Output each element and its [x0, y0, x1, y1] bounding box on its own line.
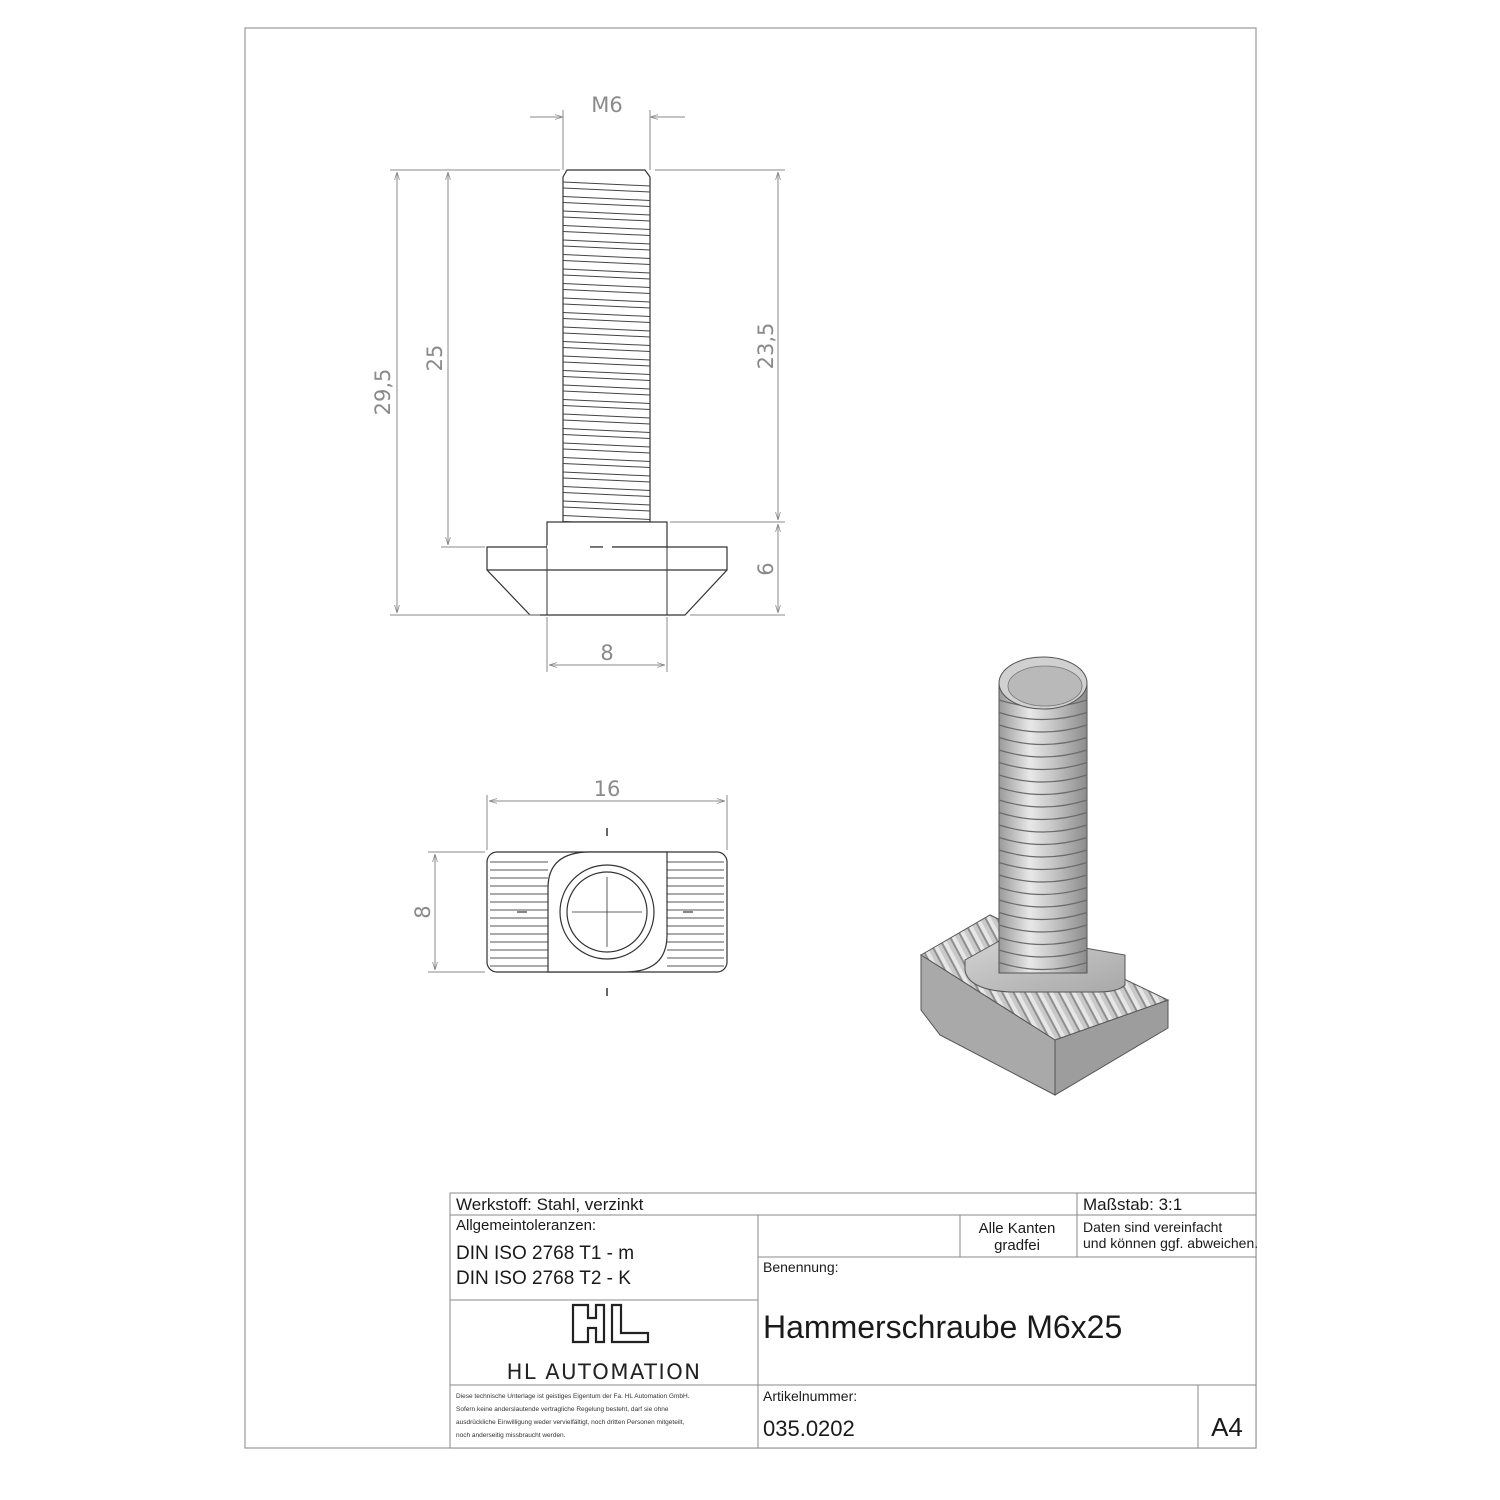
- designation-label: Benennung:: [763, 1259, 839, 1275]
- side-view: [487, 170, 727, 615]
- sheet-format: A4: [1211, 1412, 1243, 1442]
- copyright-line-1: Diese technische Unterlage ist geistiges Eigentum der Fa. HL Automation GmbH.: [456, 1393, 690, 1400]
- tolerances-label: Allgemeintoleranzen:: [456, 1217, 597, 1234]
- dim-thread: M6: [591, 93, 623, 117]
- scale-label: Maßstab: 3:1: [1083, 1195, 1183, 1214]
- dim-thread-length: 23,5: [754, 322, 778, 370]
- article-label: Artikelnummer:: [763, 1388, 858, 1404]
- dim-head-width-bottom: 8: [600, 641, 614, 665]
- article-number: 035.0202: [763, 1416, 855, 1441]
- copyright-line-2: Sofern keine anderslautende vertragliche Regelung besteht, darf sie ohne: [456, 1406, 669, 1413]
- note-line-1: Daten sind vereinfacht: [1083, 1219, 1223, 1235]
- material-label: Werkstoff: Stahl, verzinkt: [456, 1195, 644, 1214]
- dim-head-width: 8: [411, 905, 435, 919]
- dim-shank-length: 25: [423, 344, 447, 372]
- isometric-view: [921, 657, 1168, 1095]
- tolerance-line-2: DIN ISO 2768 T2 - K: [456, 1268, 631, 1289]
- edges-line-2: gradfei: [994, 1237, 1040, 1254]
- top-view: [487, 828, 727, 996]
- dim-head-length: 16: [593, 777, 621, 801]
- copyright-line-3: ausdrückliche Einwilligung weder vervielfältigt, noch dritten Personen mitgeteilt,: [456, 1419, 685, 1426]
- dim-head-height: 6: [754, 562, 778, 576]
- note-line-2: und können ggf. abweichen.: [1083, 1235, 1259, 1251]
- tolerance-line-1: DIN ISO 2768 T1 - m: [456, 1243, 635, 1264]
- edges-line-1: Alle Kanten: [978, 1220, 1056, 1237]
- company-name: HL AUTOMATION: [506, 1360, 702, 1384]
- dim-overall-length: 29,5: [371, 368, 395, 416]
- copyright-line-4: noch anderseitig missbraucht werden.: [456, 1432, 566, 1439]
- designation-title: Hammerschraube M6x25: [763, 1309, 1123, 1345]
